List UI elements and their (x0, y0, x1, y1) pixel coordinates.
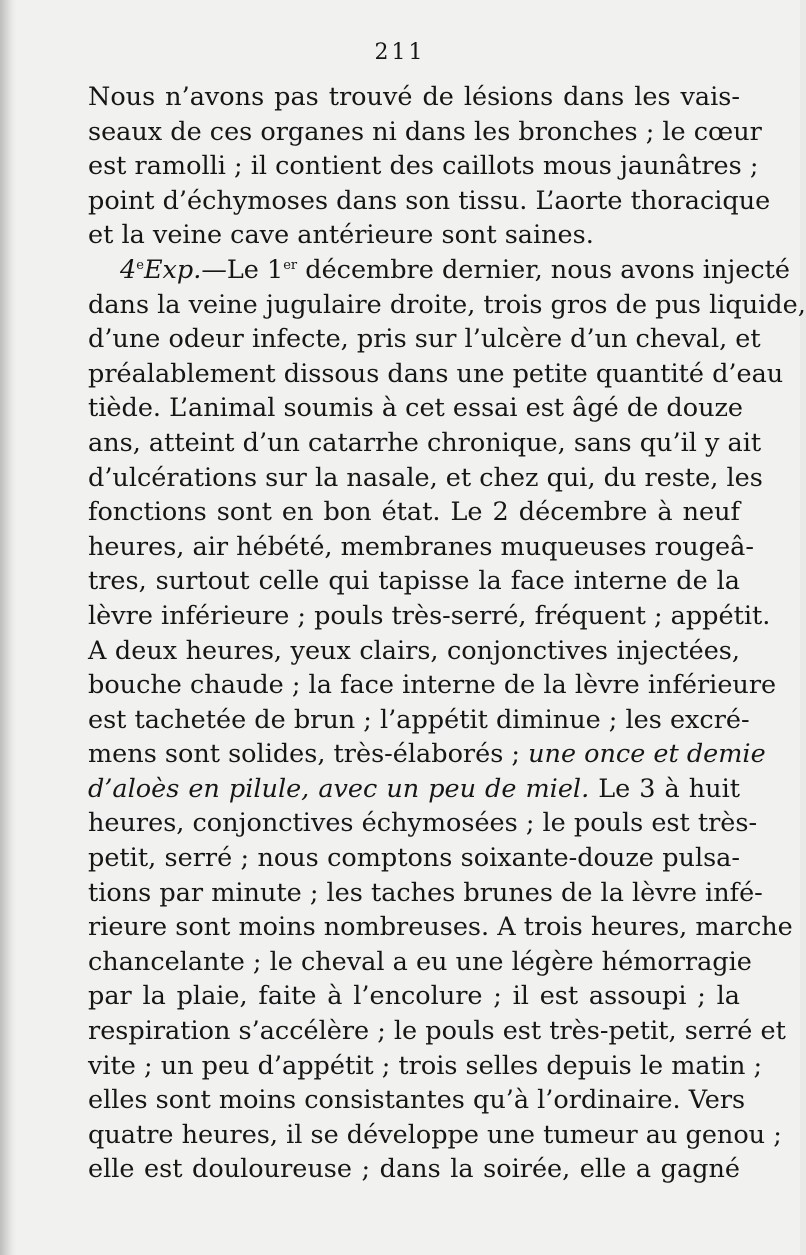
italic-run: une once et demie (528, 739, 766, 770)
superscript: er (283, 257, 298, 273)
text-run: rieure sont moins nombreuses. A trois heures, marche (88, 912, 793, 943)
text-run: lèvre inférieure ; pouls très-serré, fréquent ; appétit. (88, 600, 771, 631)
text-line (88, 1083, 746, 1118)
text-run: petit, serré ; nous comptons soixante-douze pulsa- (88, 843, 740, 874)
text-line (88, 599, 771, 634)
text-line (88, 564, 740, 599)
text-run: dans la veine jugulaire droite, trois gros de pus liquide, (88, 289, 806, 320)
text-line (88, 668, 777, 703)
text-run: seaux de ces organes ni dans les bronches ; le cœur (88, 116, 762, 147)
text-run: préalablement dissous dans une petite quantité d’eau (88, 358, 784, 389)
text-run: fonctions sont en bon état. Le 2 décembre à neuf (88, 497, 740, 528)
text-line (88, 979, 740, 1014)
text-run: décembre dernier, nous avons injecté (297, 254, 790, 285)
text-run: heures, air hébété, membranes muqueuses rougeâ- (88, 531, 754, 562)
text-run: elles sont moins consistantes qu’à l’ordinaire. Vers (88, 1085, 746, 1116)
text-line (88, 634, 740, 669)
body-text (88, 80, 806, 1187)
text-line (88, 115, 762, 150)
text-run: bouche chaude ; la face interne de la lèvre inférieure (88, 670, 777, 701)
text-line (88, 737, 766, 772)
text-line (88, 945, 752, 980)
text-line (88, 1049, 763, 1084)
text-run: quatre heures, il se développe une tumeur au genou ; (88, 1119, 782, 1150)
text-run: elle est douloureuse ; dans la soirée, elle a gagné (88, 1154, 740, 1185)
text-line (88, 841, 740, 876)
text-run: —Le 1 (201, 254, 284, 285)
text-run: par la plaie, faite à l’encolure ; il est assoupi ; la (88, 981, 740, 1012)
text-run: Nous n’avons pas trouvé de lésions dans les vais- (88, 82, 740, 112)
text-line (88, 426, 762, 461)
text-run: tres, surtout celle qui tapisse la face interne de la (88, 566, 740, 597)
text-line (88, 495, 740, 530)
page-number: 211 (374, 40, 426, 65)
text-line (88, 253, 790, 288)
text-line (88, 1014, 786, 1049)
text-run: A deux heures, yeux clairs, conjonctives injectées, (88, 635, 740, 666)
text-run: point d’échymoses dans son tissu. L’aorte thoracique (88, 185, 771, 216)
text-run: vite ; un peu d’appétit ; trois selles depuis le matin ; (88, 1050, 763, 1081)
text-line (88, 530, 754, 565)
italic-run: d’aloès en pilule, avec un peu de miel. (88, 773, 590, 804)
text-line (88, 218, 740, 253)
text-line (88, 184, 771, 219)
text-line (88, 322, 761, 357)
text-line (88, 910, 793, 945)
text-line (88, 461, 763, 496)
text-run: chancelante ; le cheval a eu une légère hémorragie (88, 946, 752, 977)
text-line (88, 772, 740, 807)
text-run: tiède. L’animal soumis à cet essai est âgé de douze (88, 393, 744, 424)
italic-run: 4 (120, 254, 137, 285)
italic-run: Exp. (143, 254, 202, 285)
text-run: respiration s’accélère ; le pouls est très-petit, serré et (88, 1016, 786, 1047)
text-line (88, 357, 784, 392)
text-run: d’une odeur infecte, pris sur l’ulcère d’un cheval, et (88, 324, 761, 355)
text-line (88, 149, 759, 184)
text-line (88, 80, 740, 115)
text-run: mens sont solides, très-élaborés ; (88, 739, 529, 770)
text-run: est tachetée de brun ; l’appétit diminue ; les excré- (88, 704, 750, 735)
text-line (88, 391, 744, 426)
text-run: heures, conjonctives échymosées ; le pouls est très- (88, 808, 758, 839)
text-run: est ramolli ; il contient des caillots mous jaunâtres ; (88, 151, 759, 182)
text-run: tions par minute ; les taches brunes de la lèvre infé- (88, 877, 763, 908)
text-line (88, 1118, 782, 1153)
text-run: ans, atteint d’un catarrhe chronique, sans qu’il y ait (88, 427, 762, 458)
text-run: et la veine cave antérieure sont saines. (88, 220, 594, 251)
page-gutter-shadow (0, 0, 16, 1255)
text-run: d’ulcérations sur la nasale, et chez qui, du reste, les (88, 462, 763, 493)
text-run: Le 3 à huit (589, 773, 741, 804)
text-line (88, 806, 758, 841)
superscript: e (136, 257, 144, 273)
text-line (88, 876, 763, 911)
text-line (88, 1152, 740, 1187)
text-line (88, 288, 806, 323)
text-line (88, 703, 750, 738)
